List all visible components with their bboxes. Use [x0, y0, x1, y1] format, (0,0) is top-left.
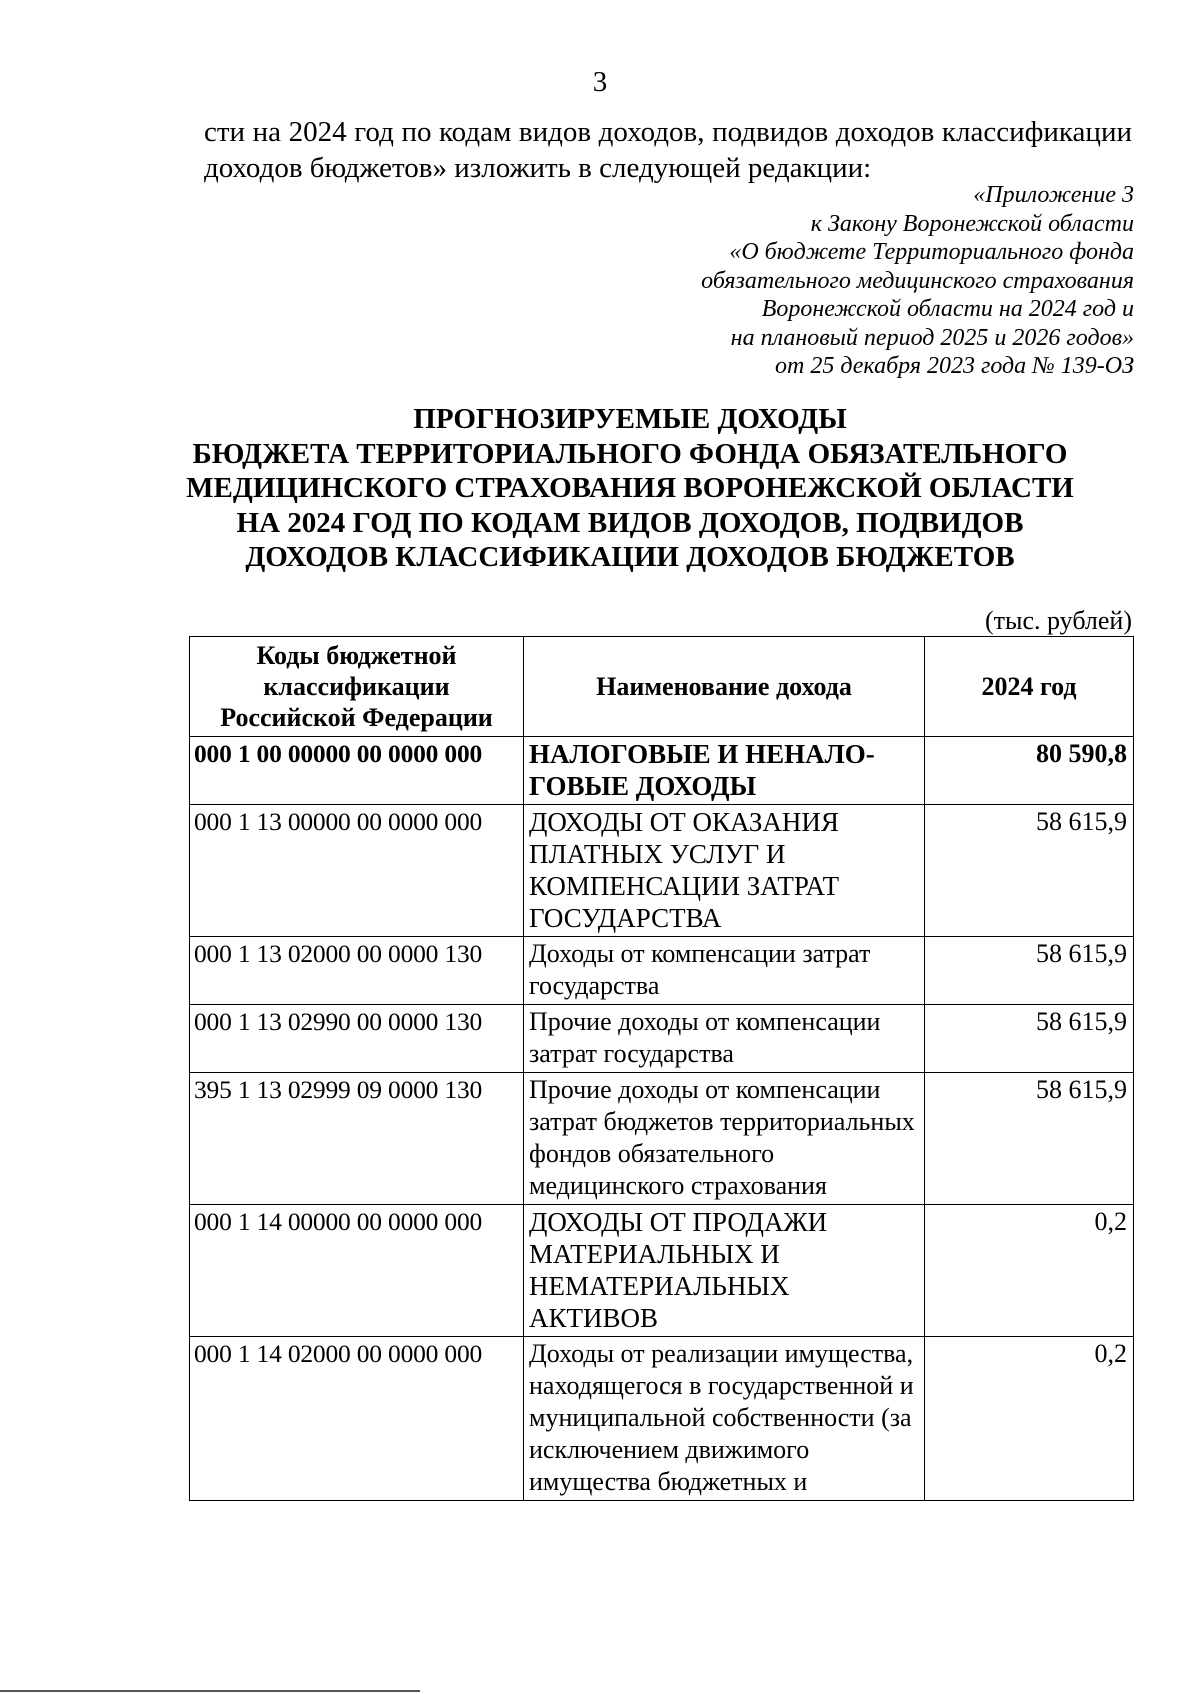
title-line: ПРОГНОЗИРУЕМЫЕ ДОХОДЫ	[413, 403, 847, 435]
title-line: НА 2024 ГОД ПО КОДАМ ВИДОВ ДОХОДОВ, ПОДВИДОВ	[236, 506, 1024, 539]
row-amount: 58 615,9	[925, 805, 1134, 937]
table-header-row	[190, 637, 1134, 737]
row-amount: 80 590,8	[925, 737, 1134, 805]
annex-line: Воронежской области на 2024 год и	[761, 296, 1134, 322]
row-name: Прочие доходы от компенсации затрат бюджетов территориальных фондов обязательного медицинского страхования	[524, 1073, 925, 1205]
table-row	[190, 1337, 1134, 1501]
table-row	[190, 1005, 1134, 1073]
page-number: 3	[592, 66, 608, 98]
row-code: 000 1 00 00000 00 0000 000	[190, 737, 524, 805]
row-name: Доходы от компенсации затрат государства	[524, 937, 925, 1005]
income-table	[189, 636, 1134, 1501]
row-code: 000 1 13 00000 00 0000 000	[190, 805, 524, 937]
annex-reference	[514, 181, 1134, 381]
title-line: МЕДИЦИНСКОГО СТРАХОВАНИЯ ВОРОНЕЖСКОЙ ОБЛАСТИ	[186, 472, 1074, 504]
annex-line: «Приложение 3	[973, 182, 1134, 208]
annex-line: к Закону Воронежской области	[810, 210, 1134, 237]
table-row	[190, 1205, 1134, 1337]
row-name: НАЛОГОВЫЕ И НЕНАЛО-ГОВЫЕ ДОХОДЫ	[524, 737, 925, 805]
annex-line: от 25 декабря 2023 года № 139-ОЗ	[775, 353, 1134, 379]
title-line: ДОХОДОВ КЛАССИФИКАЦИИ ДОХОДОВ БЮДЖЕТОВ	[245, 541, 1015, 573]
table-row	[190, 1073, 1134, 1205]
row-code: 000 1 14 00000 00 0000 000	[190, 1205, 524, 1337]
annex-line: «О бюджете Территориального фонда	[729, 239, 1134, 265]
table-row	[190, 737, 1134, 805]
units-label: (тыс. рублей)	[984, 606, 1132, 635]
row-amount: 0,2	[925, 1337, 1134, 1501]
annex-line: на плановый период 2025 и 2026 годов»	[730, 324, 1134, 351]
row-amount: 58 615,9	[925, 937, 1134, 1005]
row-name: ДОХОДЫ ОТ ПРОДАЖИ МАТЕРИАЛЬНЫХ И НЕМАТЕРИАЛЬНЫХ АКТИВОВ	[524, 1205, 925, 1337]
intro-line-1: сти на 2024 год по кодам видов доходов, подвидов доходов классификации	[204, 116, 1132, 148]
header-code: Коды бюджетной классификации Российской Федерации	[190, 637, 524, 737]
row-code: 000 1 13 02990 00 0000 130	[190, 1005, 524, 1073]
page-bottom-rule	[0, 1690, 420, 1692]
intro-paragraph	[204, 114, 1132, 186]
row-name: Доходы от реализации имущества, находящегося в государственной и муниципальной собственности (за исключением движимого имущества бюджетных и	[524, 1337, 925, 1501]
annex-line: обязательного медицинского страхования	[701, 267, 1134, 294]
row-amount: 0,2	[925, 1205, 1134, 1337]
table-row	[190, 937, 1134, 1005]
header-name: Наименование дохода	[524, 637, 925, 737]
table-row	[190, 805, 1134, 937]
intro-line-2: доходов бюджетов» изложить в следующей редакции:	[204, 152, 872, 184]
row-amount: 58 615,9	[925, 1005, 1134, 1073]
title-line: БЮДЖЕТА ТЕРРИТОРИАЛЬНОГО ФОНДА ОБЯЗАТЕЛЬНОГО	[192, 437, 1068, 470]
row-amount: 58 615,9	[925, 1073, 1134, 1205]
row-code: 000 1 14 02000 00 0000 000	[190, 1337, 524, 1501]
header-year: 2024 год	[925, 637, 1134, 737]
row-code: 395 1 13 02999 09 0000 130	[190, 1073, 524, 1205]
document-title	[150, 402, 1110, 575]
row-name: ДОХОДЫ ОТ ОКАЗАНИЯ ПЛАТНЫХ УСЛУГ И КОМПЕНСАЦИИ ЗАТРАТ ГОСУДАРСТВА	[524, 805, 925, 937]
row-name: Прочие доходы от компенсации затрат государства	[524, 1005, 925, 1073]
row-code: 000 1 13 02000 00 0000 130	[190, 937, 524, 1005]
